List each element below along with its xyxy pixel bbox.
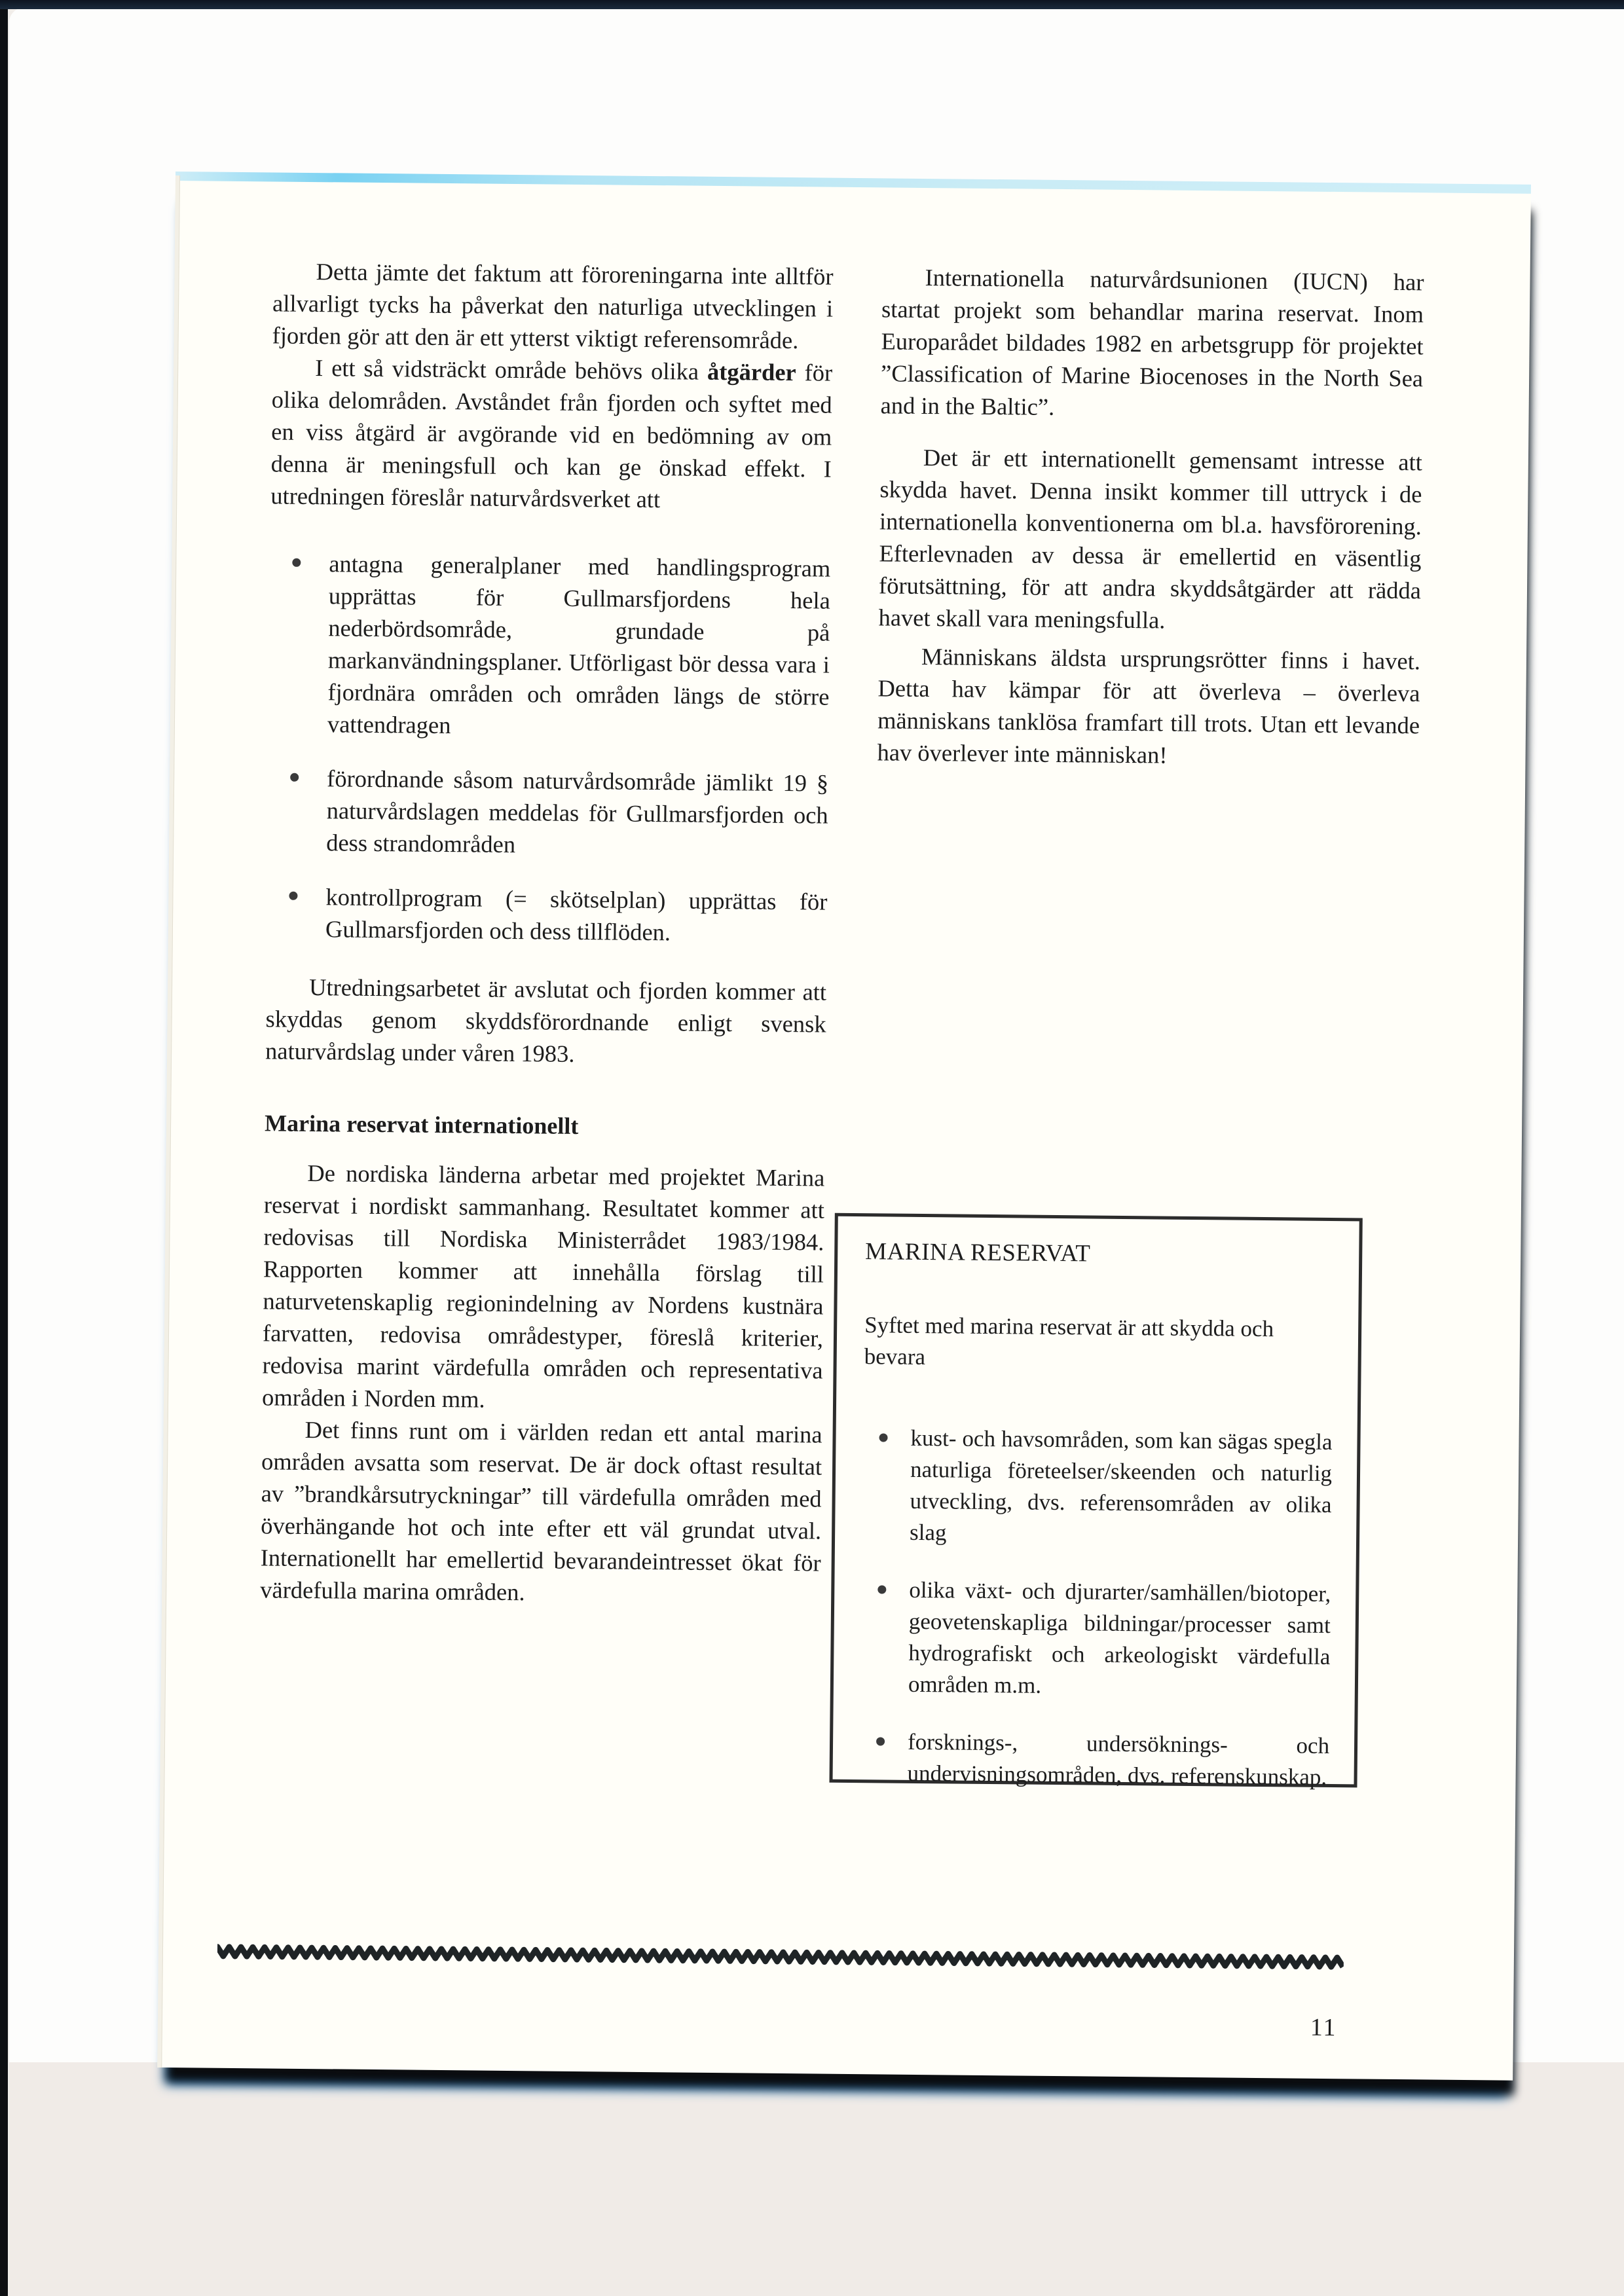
backing-sheet-lower	[9, 2062, 1624, 2296]
list-item	[326, 762, 828, 863]
list-item	[908, 1575, 1331, 1704]
list-item-text: kontrollprogram (= skötselplan) upprättas för Gullmarsfjorden och dess tillflöden.	[325, 883, 828, 946]
section-heading: Marina reservat internationellt	[264, 1110, 579, 1139]
paragraph-measures	[270, 351, 832, 517]
paragraph-measures-start: I ett så vidsträckt område behövs olika	[314, 354, 708, 385]
bullet-icon	[879, 1433, 887, 1442]
list-item-text: forsknings-, undersöknings- och undervisningsområden, dvs. referenskunskap.	[907, 1728, 1330, 1790]
wavy-divider-icon	[217, 1944, 1344, 1971]
info-box-list	[860, 1422, 1332, 1793]
scanner-edge-left	[0, 0, 8, 2296]
proposal-list	[267, 547, 831, 949]
bullet-icon	[290, 773, 299, 782]
paragraph-common-interest: Det är ett internationellt gemensamt intresse att skydda havet. Denna insikt kommer till uttryck i de internationella konventionerna om bl.a. havsförorening. Efterlevnaden av dessa är emellertid en väsentlig förutsättning, för att andra skyddsåtgärder att rädda havet skall vara meningsfulla.	[878, 443, 1423, 634]
list-item	[327, 547, 831, 744]
paragraph-measures-end: för olika delområden. Avståndet från fjorden och syftet med en viss åtgärd är avgörande vid en bedömning av om denna är meningsfull och kan ge önskad effekt. I utredningen föreslår naturvårdsverket att	[270, 359, 833, 513]
list-item	[907, 1726, 1329, 1793]
paragraph-origins: Människans äldsta ursprungsrötter finns i havet. Detta hav kämpar för att överleva – överleva människans tanklösa framfart till trots. Utan ett levande hav överlever inte människan!	[877, 642, 1421, 769]
list-item-text: antagna generalplaner med handlingsprogram upprättas för Gullmarsfjordens hela nederbördsområde, grundade på markanvändningsplaner. Utförligast bör dessa vara i fjordnära områden och områden längs de större vattendragen	[327, 550, 831, 739]
bullet-icon	[877, 1585, 886, 1594]
info-box-intro: Syftet med marina reservat är att skydda och bevara	[864, 1312, 1274, 1370]
bold-term-atgarder: åtgärder	[707, 357, 796, 386]
bullet-icon	[876, 1737, 885, 1745]
paragraph-world: Det finns runt om i världen redan ett antal marina områden avsatta som reservat. De är dock oftast resultat av ”brandkårsutryckningar” till värdefulla områden med överhängande hot och inte efter ett väl grundat utval. Internationellt har emellertid bevarandeintresset ökat för värdefulla marina områden.	[260, 1415, 822, 1606]
list-item-text: olika växt- och djurarter/samhällen/biotoper, geovetenskapliga bildningar/processer samt hydrografiskt och arkeologiskt värdefulla områden m.m.	[908, 1576, 1331, 1698]
info-box-title: MARINA RESERVAT	[865, 1238, 1091, 1267]
list-item	[910, 1423, 1333, 1552]
paragraph-iucn: Internationella naturvårdsunionen (IUCN) har startat projekt som behandlar marina reservat. Inom Europarådet bildades 1982 en arbetsgrupp för projektet ”Classification of Marine Biocenoses in the North Sea and in the Baltic”.	[880, 263, 1424, 420]
paragraph-nordic: De nordiska länderna arbetar med projektet Marina reservat i nordiskt sammanhang. Resultatet kommer att redovisas till Nordiska Ministerrådet 1983/1984. Rapporten kommer att innehålla förslag till naturvetenskaplig regionindelning av Nordens kustnära farvatten, redovisa områdestyper, föreslå kriterier, redovisa marint värdefulla områden och representativa områden i Norden mm.	[261, 1159, 825, 1413]
list-item-text: kust- och havsområden, som kan sägas spegla naturliga företeelser/skeenden och naturlig utveckling, dvs. referensområden av olika slag	[909, 1425, 1333, 1546]
list-item	[325, 881, 828, 949]
info-box	[829, 1213, 1362, 1788]
left-column	[260, 255, 834, 1611]
wavy-divider-line	[217, 1947, 1343, 1967]
bullet-icon	[289, 892, 297, 900]
bullet-icon	[292, 558, 301, 567]
paragraph-intro: Detta jämte det faktum att föroreningarna inte alltför allvarligt tycks ha påverkat den naturliga utvecklingen i fjorden gör att den är ett ytterst viktigt referensområde.	[272, 258, 834, 354]
right-column	[877, 261, 1424, 773]
document-page	[157, 175, 1531, 2081]
list-item-text: förordnande såsom naturvårdsområde jämlikt 19 § naturvårdslagen meddelas för Gullmarsfjorden och dess strandområden	[326, 765, 829, 858]
scanner-edge-top	[0, 0, 1624, 9]
page-number: 11	[1310, 2013, 1337, 2042]
info-box-content	[860, 1236, 1334, 1819]
paragraph-conclusion: Utredningsarbetet är avslutat och fjorden kommer att skyddas genom skyddsförordnande enligt svensk naturvårdslag under våren 1983.	[265, 974, 827, 1067]
